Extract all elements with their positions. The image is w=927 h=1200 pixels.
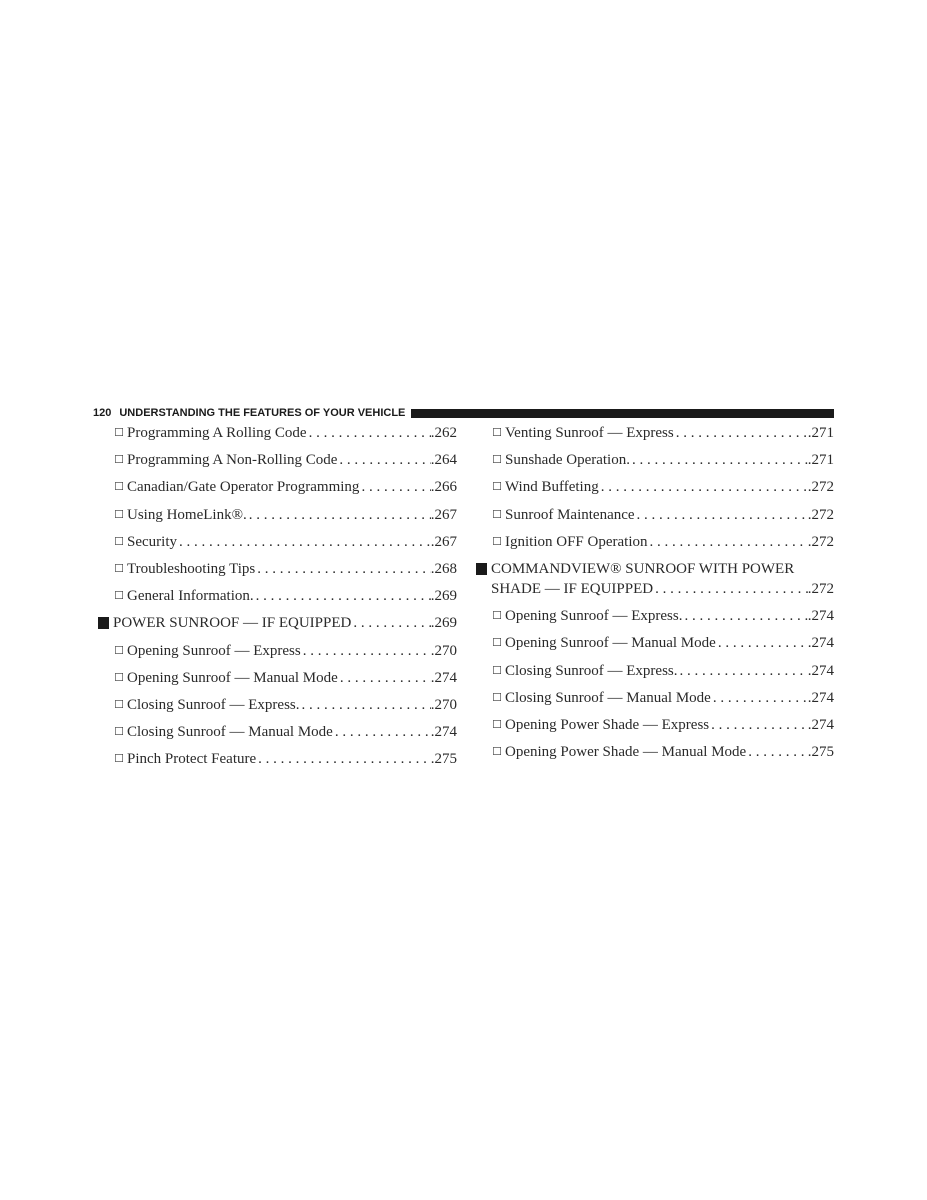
toc-entry-label: Closing Sunroof — Manual Mode [127,724,333,741]
toc-entry-page: .275 [807,744,834,761]
dot-leader [255,559,431,579]
toc-entry-page: .272 [807,533,834,550]
hollow-square-bullet-icon: ☐ [114,726,124,739]
hollow-square-bullet-icon: ☐ [492,481,502,494]
dot-leader [333,722,431,742]
filled-square-bullet-icon [471,559,491,579]
toc-entry-page: .262 [430,425,457,441]
toc-entry-page: .269 [430,588,457,605]
toc-entry-label: Using HomeLink®. [127,506,247,523]
hollow-square-bullet-icon: ☐ [114,481,124,494]
toc-entry-page: .274 [430,724,457,741]
dot-leader [359,477,430,497]
toc-entry[interactable] [93,749,457,769]
toc-entry-label: Security [127,533,177,550]
toc-entry-label: COMMANDVIEW® SUNROOF WITH POWER [491,560,795,577]
toc-entry[interactable] [93,477,457,497]
toc-entry-label: Opening Sunroof — Manual Mode [127,669,338,686]
hollow-square-bullet-icon: ☐ [114,454,124,467]
toc-entry[interactable] [471,532,834,552]
hollow-square-bullet-icon: ☐ [492,691,502,704]
toc-entry-label: Ignition OFF Operation [505,533,648,550]
dot-leader [337,450,430,470]
toc-entry[interactable] [471,606,834,626]
page-header [93,405,834,421]
hollow-square-bullet-icon: ☐ [492,637,502,650]
toc-entry-page: .270 [430,642,457,659]
toc-entry[interactable] [93,668,457,688]
toc-entry-label: Wind Buffeting [505,479,599,496]
toc-entry-label: Pinch Protect Feature [127,751,257,768]
dot-leader [635,505,808,525]
hollow-square-bullet-icon: ☐ [492,746,502,759]
toc-entry-label: Opening Sunroof — Express. [505,608,683,625]
toc-section-entry[interactable] [93,613,457,633]
hollow-square-bullet-icon: ☐ [114,698,124,711]
hollow-square-bullet-icon: ☐ [492,610,502,623]
toc-entry[interactable] [471,450,834,470]
toc-entry[interactable] [93,532,457,552]
toc-entry-page: .270 [430,696,457,713]
hollow-square-bullet-icon: ☐ [492,718,502,731]
toc-entry-page: .272 [807,580,834,597]
toc-entry-page: .274 [807,662,834,679]
section-title: UNDERSTANDING THE FEATURES OF YOUR VEHICLE [119,407,406,419]
dot-leader [300,695,431,715]
filled-square-bullet-icon [93,613,113,633]
toc-entry-label-continued: SHADE — IF EQUIPPED [491,580,654,597]
dot-leader [247,505,431,525]
dot-leader [599,477,808,497]
toc-entry-page: .267 [430,533,457,550]
toc-entry-page: .271 [807,425,834,441]
dot-leader [307,423,431,443]
toc-entry[interactable] [93,450,457,470]
toc-entry-page: .275 [430,751,457,768]
toc-entry-label: Opening Sunroof — Express [127,642,301,659]
toc-entry-label: Opening Power Shade — Express [505,716,710,733]
toc-entry-page: .268 [430,560,457,577]
dot-leader [301,641,431,661]
toc-entry-label: Sunshade Operation. [505,452,630,469]
toc-left-column [93,423,457,776]
hollow-square-bullet-icon: ☐ [114,644,124,657]
toc-entry[interactable] [471,477,834,497]
toc-entry-page: .269 [430,615,457,632]
hollow-square-bullet-icon: ☐ [114,562,124,575]
hollow-square-bullet-icon: ☐ [492,427,502,439]
header-rule [411,409,834,418]
toc-entry[interactable] [93,423,457,443]
page-number: 120 [93,407,112,419]
dot-leader [678,661,808,681]
dot-leader [653,579,808,599]
dot-leader [648,532,808,552]
toc-entry[interactable] [471,633,834,653]
dot-leader [351,613,430,633]
dot-leader [682,606,807,626]
toc-entry[interactable] [93,559,457,579]
hollow-square-bullet-icon: ☐ [114,427,124,439]
toc-entry-page: .274 [807,608,834,625]
dot-leader [256,749,431,769]
toc-entry-page: .272 [807,479,834,496]
toc-entry-label: General Information. [127,588,254,605]
dot-leader [711,688,808,708]
toc-entry-page: .266 [430,479,457,496]
toc-entry[interactable] [471,423,834,443]
hollow-square-bullet-icon: ☐ [114,508,124,521]
toc-entry[interactable] [93,722,457,742]
toc-entry-page: .271 [807,452,834,469]
dot-leader [630,450,808,470]
dot-leader [746,742,808,762]
toc-entry-page: .274 [807,716,834,733]
toc-section-entry[interactable] [471,559,834,599]
dot-leader [716,633,808,653]
toc-entry[interactable] [471,742,834,762]
hollow-square-bullet-icon: ☐ [492,454,502,467]
toc-entry-label: Programming A Non-Rolling Code [127,452,338,469]
toc-entry[interactable] [471,688,834,708]
toc-entry-page: .274 [430,669,457,686]
toc-entry-label: Closing Sunroof — Express. [505,662,678,679]
toc-right-column [471,423,834,769]
hollow-square-bullet-icon: ☐ [114,590,124,603]
toc-entry[interactable] [471,505,834,525]
toc-entry-label: Troubleshooting Tips [127,560,256,577]
toc-entry-page: .274 [807,635,834,652]
toc-entry-label: POWER SUNROOF — IF EQUIPPED [113,615,352,632]
toc-entry-page: .264 [430,452,457,469]
toc-entry[interactable] [471,715,834,735]
toc-entry[interactable] [93,641,457,661]
toc-entry[interactable] [93,505,457,525]
hollow-square-bullet-icon: ☐ [114,753,124,766]
hollow-square-bullet-icon: ☐ [114,671,124,684]
toc-entry[interactable] [93,586,457,606]
dot-leader [709,715,808,735]
toc-entry-label: Canadian/Gate Operator Programming [127,479,360,496]
toc-entry-page: .267 [430,506,457,523]
dot-leader [674,423,808,443]
toc-entry-label: Closing Sunroof — Manual Mode [505,689,711,706]
hollow-square-bullet-icon: ☐ [492,508,502,521]
toc-entry-label: Sunroof Maintenance [505,506,635,523]
toc-entry-label: Opening Power Shade — Manual Mode [505,744,747,761]
hollow-square-bullet-icon: ☐ [492,535,502,548]
dot-leader [177,532,431,552]
toc-entry-label: Closing Sunroof — Express. [127,696,300,713]
toc-entry-label: Programming A Rolling Code [127,425,307,441]
hollow-square-bullet-icon: ☐ [492,664,502,677]
toc-entry[interactable] [93,695,457,715]
dot-leader [338,668,431,688]
toc-entry[interactable] [471,661,834,681]
toc-entry-label: Venting Sunroof — Express [505,425,674,441]
toc-entry-page: .274 [807,689,834,706]
toc-entry-page: .272 [807,506,834,523]
hollow-square-bullet-icon: ☐ [114,535,124,548]
toc-entry-label: Opening Sunroof — Manual Mode [505,635,716,652]
dot-leader [254,586,431,606]
